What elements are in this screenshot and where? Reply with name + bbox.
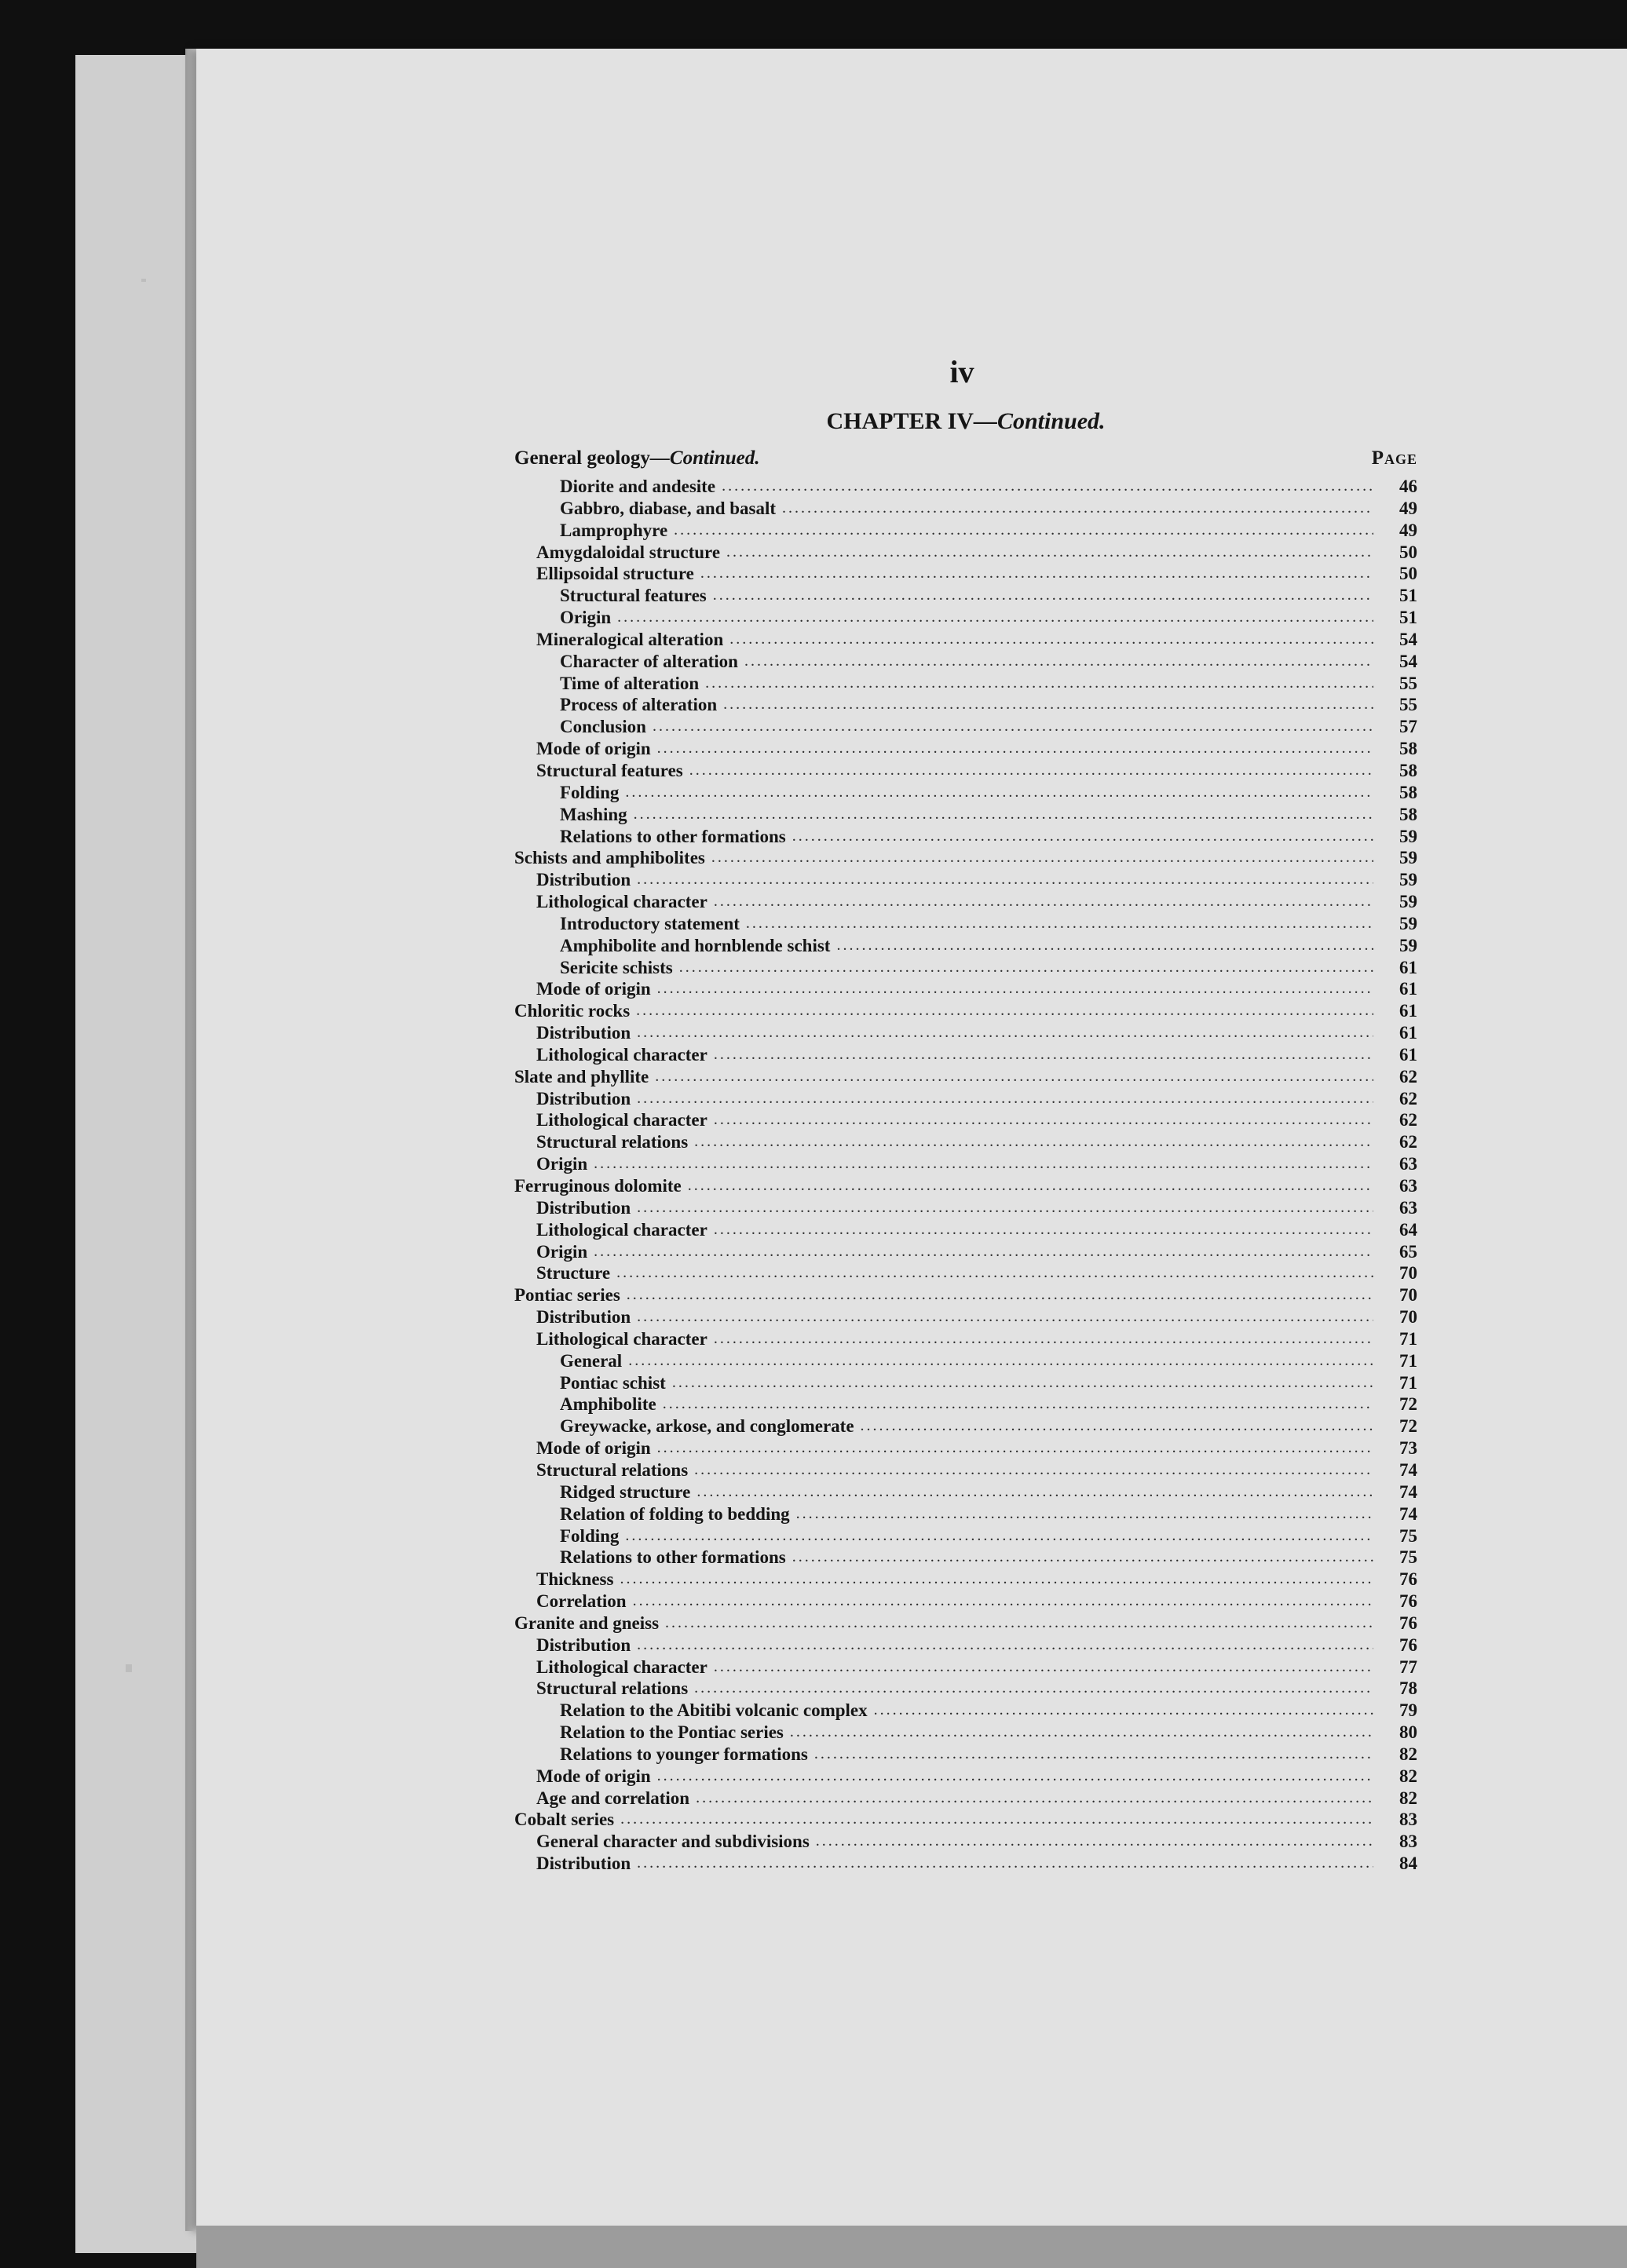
toc-entry-page: 80 [1399, 1722, 1417, 1743]
toc-entry-page: 49 [1399, 498, 1417, 518]
toc-entry [514, 1262, 1417, 1284]
toc-entry-title: General [560, 1350, 623, 1371]
toc-entry [514, 716, 1417, 738]
toc-entry [514, 1437, 1417, 1459]
toc-entry [514, 629, 1417, 651]
toc-entry [514, 673, 1417, 695]
dot-leader [620, 1569, 1373, 1591]
toc-entry [514, 1088, 1417, 1110]
dot-leader [636, 1000, 1373, 1022]
dot-leader [796, 1503, 1373, 1525]
toc-entry-title: Structural relations [536, 1678, 689, 1699]
dot-leader [744, 651, 1373, 673]
dot-leader [711, 847, 1373, 869]
toc-entry-title: Lithological character [536, 892, 707, 912]
toc-entry-title: Relation to the Pontiac series [560, 1722, 784, 1743]
dot-leader [696, 1788, 1373, 1810]
toc-entry-title: Folding [560, 1525, 620, 1546]
dot-leader [637, 1022, 1373, 1044]
toc-entry-page: 83 [1399, 1810, 1417, 1830]
toc-entry-title: Distribution [536, 1023, 631, 1043]
toc-entry-page: 46 [1399, 477, 1417, 496]
toc-entry [514, 1328, 1417, 1350]
dot-leader [836, 935, 1373, 957]
dot-leader [657, 1766, 1373, 1788]
toc-entry-page: 59 [1399, 913, 1417, 933]
dot-leader [594, 1241, 1373, 1263]
toc-entry [514, 1853, 1417, 1875]
toc-entry-title: Pontiac schist [560, 1372, 666, 1393]
toc-entry [514, 694, 1417, 716]
section-continued-text: —Continued. [649, 447, 760, 469]
dot-leader [627, 1284, 1373, 1306]
toc-entry-page: 70 [1399, 1263, 1417, 1284]
toc-entry-title: Distribution [536, 1853, 631, 1874]
dot-leader [637, 1634, 1373, 1656]
toc-entry-title: Thickness [536, 1569, 614, 1590]
toc-entry-page: 58 [1399, 804, 1417, 824]
toc-entry [514, 1044, 1417, 1066]
toc-entry-page: 74 [1399, 1459, 1417, 1480]
toc-entry-title: Lithological character [536, 1219, 707, 1240]
dot-leader [714, 891, 1373, 913]
toc-entry [514, 607, 1417, 629]
toc-entry-page: 76 [1399, 1591, 1417, 1612]
toc-entry [514, 847, 1417, 869]
toc-entry [514, 1241, 1417, 1263]
dot-leader [657, 978, 1373, 1000]
toc-entry-page: 75 [1399, 1525, 1417, 1546]
dot-leader [782, 498, 1373, 520]
toc-entry-page: 58 [1399, 782, 1417, 802]
toc-entry-page: 62 [1399, 1110, 1417, 1130]
toc-entry-page: 59 [1399, 935, 1417, 955]
toc-entry-page: 82 [1399, 1744, 1417, 1764]
toc-entry [514, 826, 1417, 848]
toc-entry [514, 957, 1417, 979]
toc-entry [514, 1678, 1417, 1700]
toc-entry-page: 79 [1399, 1700, 1417, 1721]
toc-entry-page: 54 [1399, 629, 1417, 649]
toc-entry-title: Process of alteration [560, 695, 718, 715]
toc-entry-title: Slate and phyllite [514, 1066, 649, 1087]
dot-leader [689, 760, 1373, 782]
dot-leader [594, 1153, 1373, 1175]
toc-entry-page: 82 [1399, 1788, 1417, 1808]
toc-entry-page: 82 [1399, 1766, 1417, 1786]
toc-entry [514, 1766, 1417, 1788]
toc-entry-page: 72 [1399, 1394, 1417, 1415]
toc-entry-page: 62 [1399, 1132, 1417, 1152]
dot-leader [665, 1612, 1373, 1634]
toc-entry [514, 1481, 1417, 1503]
toc-entry-page: 55 [1399, 695, 1417, 715]
toc-entry-page: 49 [1399, 520, 1417, 540]
dot-leader [620, 1809, 1373, 1831]
toc-entry [514, 935, 1417, 957]
chapter-heading [785, 408, 1146, 435]
dot-leader [679, 957, 1373, 979]
toc-entry-title: Sericite schists [560, 957, 673, 977]
toc-entry-page: 50 [1399, 542, 1417, 562]
dot-leader [714, 1109, 1373, 1131]
dot-leader [653, 716, 1373, 738]
toc-entry-page: 59 [1399, 826, 1417, 846]
toc-entry-page: 77 [1399, 1656, 1417, 1677]
dot-leader [729, 629, 1373, 651]
toc-entry-page: 73 [1399, 1438, 1417, 1459]
toc-entry-title: Chloritic rocks [514, 1001, 631, 1021]
toc-entry-title: Origin [536, 1241, 588, 1262]
toc-entry-title: Granite and gneiss [514, 1612, 660, 1633]
toc-entry-page: 63 [1399, 1176, 1417, 1196]
toc-entry-title: Lithological character [536, 1656, 707, 1677]
dot-leader [705, 673, 1373, 695]
toc-entry-page: 76 [1399, 1634, 1417, 1655]
dot-leader [714, 1044, 1373, 1066]
toc-entry-title: Distribution [536, 870, 631, 890]
toc-entry-page: 76 [1399, 1569, 1417, 1590]
toc-entry-page: 59 [1399, 870, 1417, 890]
toc-entry-title: Relations to other formations [560, 826, 786, 846]
toc-entry [514, 585, 1417, 607]
dot-leader [637, 1197, 1373, 1219]
dot-leader [672, 1372, 1373, 1394]
dot-leader [792, 826, 1373, 848]
toc-entry-title: Lamprophyre [560, 520, 668, 540]
toc-entry-page: 83 [1399, 1832, 1417, 1852]
toc-entry-page: 64 [1399, 1219, 1417, 1240]
toc-entry [514, 1700, 1417, 1722]
toc-entry [514, 1656, 1417, 1678]
dot-leader [637, 869, 1373, 891]
dot-leader [723, 694, 1373, 716]
dot-leader [688, 1175, 1373, 1197]
toc-entry-page: 63 [1399, 1197, 1417, 1218]
dot-leader [792, 1547, 1373, 1569]
toc-entry-page: 70 [1399, 1285, 1417, 1306]
dot-leader [722, 476, 1373, 498]
toc-entry [514, 1634, 1417, 1656]
toc-entry-title: Cobalt series [514, 1810, 615, 1830]
toc-entry [514, 1175, 1417, 1197]
bottom-shadow [196, 2226, 1627, 2268]
toc-entry [514, 476, 1417, 498]
toc-entry-title: Introductory statement [560, 913, 740, 933]
toc-entry-page: 61 [1399, 1001, 1417, 1021]
toc-entry-page: 58 [1399, 739, 1417, 759]
toc-entry [514, 804, 1417, 826]
toc-entry-page: 63 [1399, 1154, 1417, 1174]
dot-leader [625, 1525, 1373, 1547]
toc-entry-title: Mode of origin [536, 1766, 651, 1786]
dot-leader [694, 1459, 1373, 1481]
toc-entry [514, 1066, 1417, 1088]
toc-entry-title: Age and correlation [536, 1788, 690, 1808]
toc-entry [514, 1393, 1417, 1415]
toc-entry-page: 57 [1399, 717, 1417, 737]
toc-entry-title: Amygdaloidal structure [536, 542, 721, 562]
toc-entry-title: Structural features [560, 586, 707, 606]
toc-entry [514, 891, 1417, 913]
toc-entry-page: 61 [1399, 1023, 1417, 1043]
toc-entry-page: 61 [1399, 979, 1417, 999]
toc-entry-page: 61 [1399, 957, 1417, 977]
toc-entry [514, 1000, 1417, 1022]
toc-entry-title: Mode of origin [536, 739, 651, 759]
toc-entry [514, 1722, 1417, 1744]
dot-leader [637, 1088, 1373, 1110]
toc-entry-page: 74 [1399, 1481, 1417, 1502]
toc-entry-title: Structural relations [536, 1459, 689, 1480]
table-of-contents [514, 476, 1417, 1875]
toc-entry-title: Lithological character [536, 1110, 707, 1130]
toc-entry-page: 62 [1399, 1088, 1417, 1108]
toc-entry-page: 72 [1399, 1416, 1417, 1437]
toc-entry [514, 738, 1417, 760]
toc-entry [514, 520, 1417, 542]
toc-entry [514, 1131, 1417, 1153]
toc-entry-title: Structure [536, 1263, 611, 1284]
toc-entry-title: Diorite and andesite [560, 477, 716, 496]
toc-entry [514, 1153, 1417, 1175]
toc-entry-page: 51 [1399, 586, 1417, 606]
toc-entry-page: 58 [1399, 760, 1417, 780]
section-heading-text: General geology [514, 447, 650, 469]
toc-entry [514, 1415, 1417, 1437]
toc-entry [514, 1284, 1417, 1306]
toc-entry [514, 978, 1417, 1000]
toc-entry [514, 760, 1417, 782]
toc-entry-title: Conclusion [560, 717, 646, 737]
dot-leader [625, 782, 1373, 804]
toc-entry [514, 1788, 1417, 1810]
toc-entry-page: 78 [1399, 1678, 1417, 1699]
dot-leader [694, 1678, 1373, 1700]
toc-entry [514, 1744, 1417, 1766]
toc-entry-title: Lithological character [536, 1044, 707, 1065]
toc-entry [514, 1022, 1417, 1044]
toc-entry-page: 76 [1399, 1612, 1417, 1633]
toc-entry [514, 1547, 1417, 1569]
dot-leader [714, 1219, 1373, 1241]
toc-entry-page: 71 [1399, 1372, 1417, 1393]
toc-entry-title: Character of alteration [560, 651, 738, 671]
dot-leader [628, 1350, 1373, 1372]
chapter-heading-text: CHAPTER IV [826, 408, 974, 434]
toc-entry [514, 782, 1417, 804]
dot-leader [637, 1853, 1373, 1875]
toc-entry-page: 59 [1399, 848, 1417, 868]
page-edge [185, 49, 196, 2231]
toc-entry-page: 61 [1399, 1044, 1417, 1065]
dot-leader [714, 1328, 1373, 1350]
toc-entry [514, 1591, 1417, 1612]
dot-leader [674, 520, 1373, 542]
toc-entry-title: Distribution [536, 1088, 631, 1108]
toc-entry-title: Lithological character [536, 1328, 707, 1349]
toc-entry-page: 62 [1399, 1066, 1417, 1087]
dot-leader [790, 1722, 1373, 1744]
toc-entry-title: Mode of origin [536, 979, 651, 999]
toc-entry-title: Ridged structure [560, 1481, 691, 1502]
toc-entry-title: Structural relations [536, 1132, 689, 1152]
dot-leader [663, 1393, 1373, 1415]
toc-entry-title: Relation to the Abitibi volcanic complex [560, 1700, 868, 1721]
dot-leader [713, 585, 1373, 607]
dot-leader [634, 804, 1373, 826]
toc-entry [514, 1219, 1417, 1241]
toc-entry [514, 1612, 1417, 1634]
toc-entry [514, 869, 1417, 891]
scan-speck [141, 279, 146, 282]
dot-leader [816, 1831, 1373, 1853]
dot-leader [814, 1744, 1373, 1766]
toc-entry-title: Origin [536, 1154, 588, 1174]
toc-entry-page: 65 [1399, 1241, 1417, 1262]
chapter-continued-text: —Continued. [973, 408, 1106, 434]
dot-leader [616, 1262, 1373, 1284]
toc-entry-page: 71 [1399, 1328, 1417, 1349]
dot-leader [861, 1415, 1373, 1437]
toc-entry-title: Relations to other formations [560, 1547, 786, 1568]
toc-entry-title: Mashing [560, 804, 627, 824]
toc-entry-page: 51 [1399, 608, 1417, 628]
toc-entry-title: Gabbro, diabase, and basalt [560, 498, 777, 518]
dot-leader [726, 542, 1373, 564]
toc-entry-title: Mineralogical alteration [536, 629, 724, 649]
toc-entry [514, 1525, 1417, 1547]
toc-entry-title: Time of alteration [560, 673, 700, 693]
toc-entry-title: Pontiac series [514, 1285, 620, 1306]
dot-leader [657, 1437, 1373, 1459]
toc-entry-title: Structural features [536, 760, 683, 780]
toc-entry-title: Relations to younger formations [560, 1744, 808, 1764]
toc-entry-title: Distribution [536, 1634, 631, 1655]
toc-entry-title: Correlation [536, 1591, 627, 1612]
toc-entry [514, 1372, 1417, 1394]
dot-leader [633, 1591, 1373, 1612]
toc-entry-page: 84 [1399, 1853, 1417, 1874]
toc-entry-title: Folding [560, 782, 620, 802]
toc-entry-page: 70 [1399, 1307, 1417, 1328]
dot-leader [697, 1481, 1373, 1503]
toc-entry-title: Amphibolite [560, 1394, 656, 1415]
toc-entry-title: Relation of folding to bedding [560, 1503, 790, 1524]
toc-entry-page: 71 [1399, 1350, 1417, 1371]
toc-entry [514, 542, 1417, 564]
toc-header [514, 447, 1417, 469]
dot-leader [874, 1700, 1373, 1722]
dot-leader [657, 738, 1373, 760]
toc-entry-title: Ellipsoidal structure [536, 564, 694, 584]
toc-entry-title: General character and subdivisions [536, 1832, 810, 1852]
toc-entry-page: 55 [1399, 673, 1417, 693]
toc-entry-title: Distribution [536, 1197, 631, 1218]
dot-leader [637, 1306, 1373, 1328]
dot-leader [714, 1656, 1373, 1678]
toc-entry [514, 1503, 1417, 1525]
toc-entry-page: 59 [1399, 892, 1417, 912]
toc-entry-page: 50 [1399, 564, 1417, 584]
toc-entry [514, 1569, 1417, 1591]
toc-entry [514, 498, 1417, 520]
dot-leader [617, 607, 1373, 629]
scan-speck [126, 1664, 132, 1672]
toc-entry [514, 1306, 1417, 1328]
toc-entry-title: Ferruginous dolomite [514, 1176, 682, 1196]
dot-leader [694, 1131, 1373, 1153]
toc-entry-page: 75 [1399, 1547, 1417, 1568]
toc-entry [514, 1809, 1417, 1831]
toc-entry-title: Greywacke, arkose, and conglomerate [560, 1416, 854, 1437]
toc-entry-page: 54 [1399, 651, 1417, 671]
toc-entry [514, 1197, 1417, 1219]
roman-page-number: iv [949, 354, 974, 389]
dot-leader [700, 563, 1373, 585]
toc-entry [514, 651, 1417, 673]
section-heading [514, 447, 760, 469]
toc-entry [514, 913, 1417, 935]
toc-entry-title: Schists and amphibolites [514, 848, 705, 868]
toc-entry-title: Origin [560, 608, 612, 628]
toc-entry [514, 1459, 1417, 1481]
toc-entry [514, 1831, 1417, 1853]
page-column-label: Page [1371, 447, 1417, 469]
toc-entry [514, 563, 1417, 585]
toc-entry-title: Mode of origin [536, 1438, 651, 1459]
toc-entry [514, 1109, 1417, 1131]
toc-entry-title: Distribution [536, 1307, 631, 1328]
dot-leader [746, 913, 1373, 935]
toc-entry [514, 1350, 1417, 1372]
dot-leader [655, 1066, 1373, 1088]
toc-entry-page: 74 [1399, 1503, 1417, 1524]
toc-entry-title: Amphibolite and hornblende schist [560, 935, 831, 955]
